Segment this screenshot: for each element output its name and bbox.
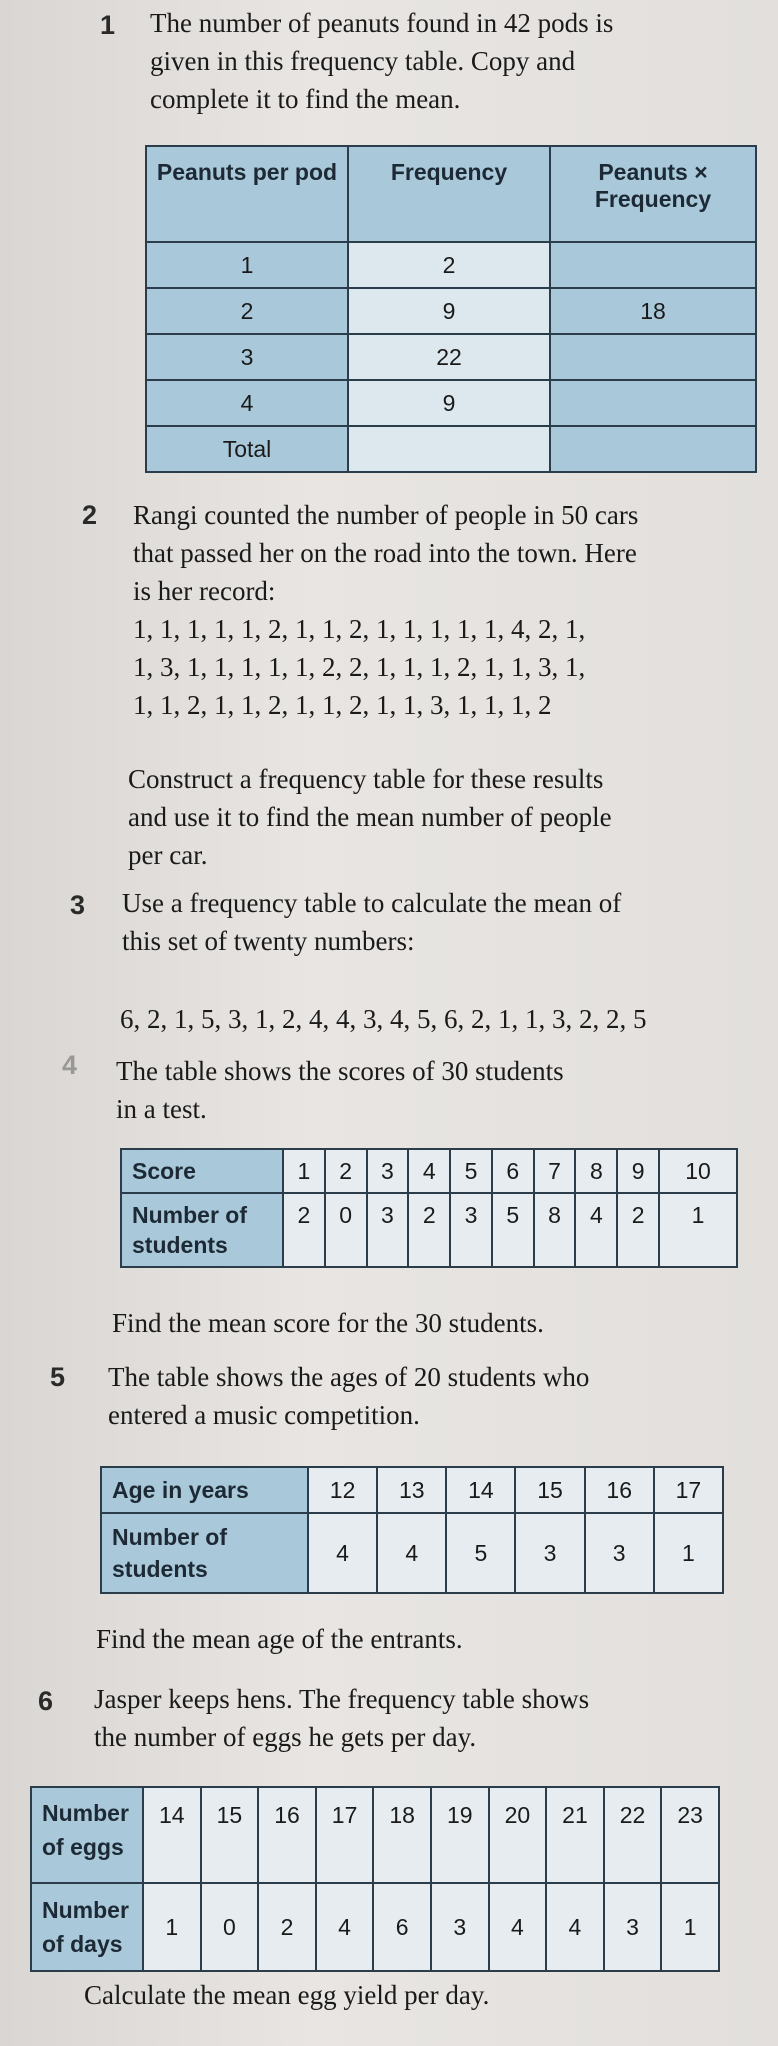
table-cell: 1 <box>146 242 348 288</box>
table-cell: 22 <box>604 1787 662 1883</box>
question-2-text <box>133 496 638 724</box>
row-header: Number of days <box>31 1883 143 1971</box>
question-1-number: 1 <box>100 10 116 40</box>
data-line: 1, 3, 1, 1, 1, 1, 1, 2, 2, 1, 1, 1, 2, 1, 1, 3, 1, <box>133 652 586 682</box>
row-header: Score <box>121 1149 283 1193</box>
row-header: Number of eggs <box>31 1787 143 1883</box>
table-cell: 19 <box>431 1787 489 1883</box>
question-1-text <box>150 4 613 118</box>
table-cell: 3 <box>585 1513 654 1593</box>
table-cell: 8 <box>575 1149 617 1193</box>
table-cell <box>550 242 756 288</box>
table-cell: 7 <box>534 1149 576 1193</box>
text-line: and use it to find the mean number of people <box>128 802 612 832</box>
row-header: Age in years <box>101 1467 308 1513</box>
question-2-instruction <box>128 760 612 874</box>
table-row <box>146 334 756 380</box>
table-row <box>31 1787 719 1883</box>
table-cell: 5 <box>450 1149 492 1193</box>
question-5-instruction: Find the mean age of the entrants. <box>96 1624 463 1654</box>
question-3-text <box>122 884 621 960</box>
table-cell: 17 <box>316 1787 374 1883</box>
table-cell: 16 <box>585 1467 654 1513</box>
question-4-instruction: Find the mean score for the 30 students. <box>112 1308 544 1338</box>
ages-table <box>100 1466 724 1594</box>
table-cell: 20 <box>489 1787 547 1883</box>
table-row <box>146 288 756 334</box>
table-cell: 1 <box>661 1883 719 1971</box>
data-line: 1, 1, 1, 1, 1, 2, 1, 1, 2, 1, 1, 1, 1, 1, 4, 2, 1, <box>133 614 586 644</box>
table-cell: 3 <box>367 1149 409 1193</box>
text-line: in a test. <box>116 1094 207 1124</box>
text-line: the number of eggs he gets per day. <box>94 1722 477 1752</box>
table-cell: 4 <box>308 1513 377 1593</box>
text-line: Jasper keeps hens. The frequency table shows <box>94 1684 590 1714</box>
question-6-number: 6 <box>38 1686 54 1716</box>
eggs-table <box>30 1786 720 1972</box>
table-cell: 9 <box>617 1149 659 1193</box>
table-cell: 10 <box>659 1149 737 1193</box>
row-header: Number of students <box>101 1513 308 1593</box>
text-line: is her record: <box>133 576 276 606</box>
test-scores-table <box>120 1148 738 1268</box>
table-cell: 4 <box>146 380 348 426</box>
table-cell: 4 <box>377 1513 446 1593</box>
table-cell: 5 <box>492 1193 534 1267</box>
table-cell: 1 <box>659 1193 737 1267</box>
column-header: Frequency <box>348 146 550 242</box>
text-line: given in this frequency table. Copy and <box>150 46 576 76</box>
header-text: Peanuts × Frequency <box>594 159 712 212</box>
table-cell: 23 <box>661 1787 719 1883</box>
table-cell: 1 <box>654 1513 723 1593</box>
data-line: 1, 1, 2, 1, 1, 2, 1, 1, 2, 1, 1, 3, 1, 1, 1, 2 <box>133 690 552 720</box>
column-header <box>550 146 756 242</box>
table-row <box>146 426 756 472</box>
table-cell: 18 <box>373 1787 431 1883</box>
peanuts-frequency-table <box>145 145 757 473</box>
table-cell: 2 <box>348 242 550 288</box>
table-cell: 3 <box>146 334 348 380</box>
table-cell: 3 <box>604 1883 662 1971</box>
text-line: Use a frequency table to calculate the mean of <box>122 888 622 918</box>
table-cell: 15 <box>515 1467 584 1513</box>
question-6-instruction: Calculate the mean egg yield per day. <box>84 1980 490 2010</box>
table-cell: 4 <box>408 1149 450 1193</box>
table-cell: 4 <box>546 1883 604 1971</box>
table-cell: 13 <box>377 1467 446 1513</box>
text-line: The number of peanuts found in 42 pods is <box>150 8 614 38</box>
table-cell: 2 <box>617 1193 659 1267</box>
table-cell: 0 <box>325 1193 367 1267</box>
table-cell: 15 <box>201 1787 259 1883</box>
table-cell: 4 <box>575 1193 617 1267</box>
table-cell: 2 <box>146 288 348 334</box>
table-cell: 21 <box>546 1787 604 1883</box>
table-cell: 12 <box>308 1467 377 1513</box>
table-cell: 4 <box>489 1883 547 1971</box>
question-5-text <box>108 1358 589 1434</box>
question-6-text <box>94 1680 589 1756</box>
table-cell: 14 <box>143 1787 201 1883</box>
table-cell: 9 <box>348 288 550 334</box>
table-cell: 3 <box>515 1513 584 1593</box>
table-cell: Total <box>146 426 348 472</box>
table-row <box>146 380 756 426</box>
table-cell: 16 <box>258 1787 316 1883</box>
table-cell: 1 <box>143 1883 201 1971</box>
question-2-number: 2 <box>82 500 98 530</box>
table-cell: 3 <box>450 1193 492 1267</box>
table-cell: 6 <box>492 1149 534 1193</box>
row-header: Number of students <box>121 1193 283 1267</box>
table-cell: 14 <box>446 1467 515 1513</box>
table-cell: 1 <box>283 1149 325 1193</box>
table-row <box>121 1193 737 1267</box>
table-cell: 22 <box>348 334 550 380</box>
table-cell: 18 <box>550 288 756 334</box>
table-cell <box>550 426 756 472</box>
table-cell: 6 <box>373 1883 431 1971</box>
table-cell: 5 <box>446 1513 515 1593</box>
table-cell: 8 <box>534 1193 576 1267</box>
table-cell: 2 <box>325 1149 367 1193</box>
question-4-text <box>116 1052 564 1128</box>
table-cell: 2 <box>258 1883 316 1971</box>
table-cell <box>348 426 550 472</box>
text-line: entered a music competition. <box>108 1400 420 1430</box>
question-3-number: 3 <box>70 890 86 920</box>
table-cell: 0 <box>201 1883 259 1971</box>
question-3-numbers: 6, 2, 1, 5, 3, 1, 2, 4, 4, 3, 4, 5, 6, 2, 1, 1, 3, 2, 2, 5 <box>120 1004 647 1034</box>
question-4-number: 4 <box>62 1050 78 1080</box>
text-line: The table shows the scores of 30 students <box>116 1056 564 1086</box>
table-cell: 9 <box>348 380 550 426</box>
table-row <box>146 242 756 288</box>
table-row <box>101 1467 723 1513</box>
text-line: Rangi counted the number of people in 50 cars <box>133 500 639 530</box>
table-cell: 2 <box>408 1193 450 1267</box>
table-cell: 3 <box>431 1883 489 1971</box>
table-cell: 4 <box>316 1883 374 1971</box>
table-cell <box>550 334 756 380</box>
text-line: The table shows the ages of 20 students who <box>108 1362 590 1392</box>
table-cell: 3 <box>367 1193 409 1267</box>
text-line: that passed her on the road into the town. Here <box>133 538 637 568</box>
table-cell: 2 <box>283 1193 325 1267</box>
table-cell: 17 <box>654 1467 723 1513</box>
text-line: per car. <box>128 840 208 870</box>
text-line: Construct a frequency table for these results <box>128 764 604 794</box>
question-5-number: 5 <box>50 1362 66 1392</box>
table-row <box>121 1149 737 1193</box>
table-header-row <box>146 146 756 242</box>
column-header: Peanuts per pod <box>146 146 348 242</box>
text-line: complete it to find the mean. <box>150 84 461 114</box>
table-cell <box>550 380 756 426</box>
table-row <box>101 1513 723 1593</box>
table-row <box>31 1883 719 1971</box>
text-line: this set of twenty numbers: <box>122 926 415 956</box>
